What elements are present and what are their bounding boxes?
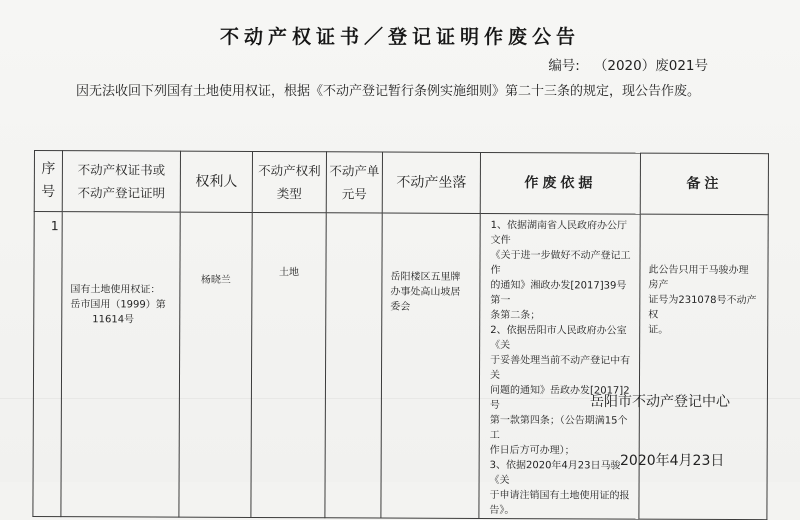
- cell-cert-line-2: 岳市国用（1999）第: [70, 299, 166, 311]
- header-seq: [34, 151, 62, 212]
- cell-note-line-3: 证。: [648, 324, 669, 336]
- basis-line: 的通知》湘政办发[2017]39号第一: [490, 279, 627, 307]
- header-unit-line-2: 元号: [341, 186, 367, 202]
- header-type-line-1: 不动产权利: [258, 162, 321, 179]
- document-number-value: （2020）废021号: [593, 58, 708, 74]
- header-unit-line-1: 不动产单: [329, 163, 380, 179]
- cell-cert-line-3: 11614号: [92, 314, 135, 326]
- header-cert: [62, 151, 180, 213]
- document-number: [548, 54, 708, 74]
- table-row: [33, 212, 768, 520]
- cell-cert-line-1: 国有土地使用权证：: [70, 284, 161, 296]
- header-cert-line-1: 不动产权证书或: [77, 162, 166, 178]
- basis-line: 作日后方可办理）；: [489, 444, 575, 457]
- cell-type: 土地: [251, 212, 326, 517]
- cell-location-line-2: 办事处高山坡居: [390, 286, 461, 298]
- header-location: 不动产坐落: [382, 152, 480, 213]
- header-type-line-2: 类型: [276, 186, 302, 202]
- cell-note-line-2: 证号为231078号不动产权: [648, 294, 757, 321]
- basis-line: 3、依据2020年4月23日马骏《关: [489, 459, 621, 487]
- basis-line: 2、依据岳阳市人民政府办公室《关: [490, 324, 627, 352]
- cell-note-line-1: 此公告只用于马骏办理房产: [648, 264, 749, 291]
- cell-unit: [325, 213, 382, 518]
- intro-paragraph: 因无法收回下列国有土地使用权证，根据《不动产登记暂行条例实施细则》第二十三条的规定，现公告作废。: [76, 84, 701, 99]
- basis-line: 条第二条；: [490, 309, 541, 322]
- cell-location-line-1: 岳阳楼区五里牌: [390, 271, 461, 283]
- header-holder: 权利人: [180, 151, 252, 212]
- basis-line: 1、依据湖南省人民政府办公厅文件: [490, 219, 628, 247]
- basis-line: 于申请注销国有土地使用证的报: [489, 489, 630, 502]
- cell-basis: [479, 213, 640, 519]
- header-note: 备注: [640, 153, 768, 215]
- basis-line: 《关于进一步做好不动产登记工作: [490, 249, 631, 277]
- basis-line: 于妥善处理当前不动产登记中有关: [489, 354, 631, 382]
- cell-location: [381, 213, 480, 518]
- page-title: 不动产权证书／登记证明作废公告: [219, 26, 580, 48]
- document-number-label: 编号:: [548, 58, 580, 74]
- header-seq-line-1: 序: [41, 161, 56, 178]
- cell-cert: [61, 212, 180, 518]
- basis-line: 告》。: [489, 504, 515, 517]
- header-basis: 作废依据: [480, 152, 640, 214]
- issue-date: 2020年4月23日: [620, 453, 725, 469]
- issuing-organization: 岳阳市不动产登记中心: [590, 394, 730, 410]
- header-cert-line-2: 不动产登记证明: [77, 185, 166, 201]
- cell-note: [639, 214, 768, 520]
- basis-line: 问题的通知》岳政办发[2017]2号: [489, 384, 630, 412]
- header-seq-line-2: 号: [41, 184, 56, 201]
- cell-location-line-3: 委会: [390, 301, 411, 313]
- cell-seq: 1: [33, 212, 62, 517]
- table-header-row: [34, 151, 768, 215]
- header-unit: [326, 152, 382, 213]
- cell-holder: 杨晓兰: [179, 212, 252, 517]
- basis-line: 第一款第四条；（公告期满15个工: [489, 414, 628, 442]
- header-type: [252, 151, 326, 212]
- basis-text: [489, 218, 631, 519]
